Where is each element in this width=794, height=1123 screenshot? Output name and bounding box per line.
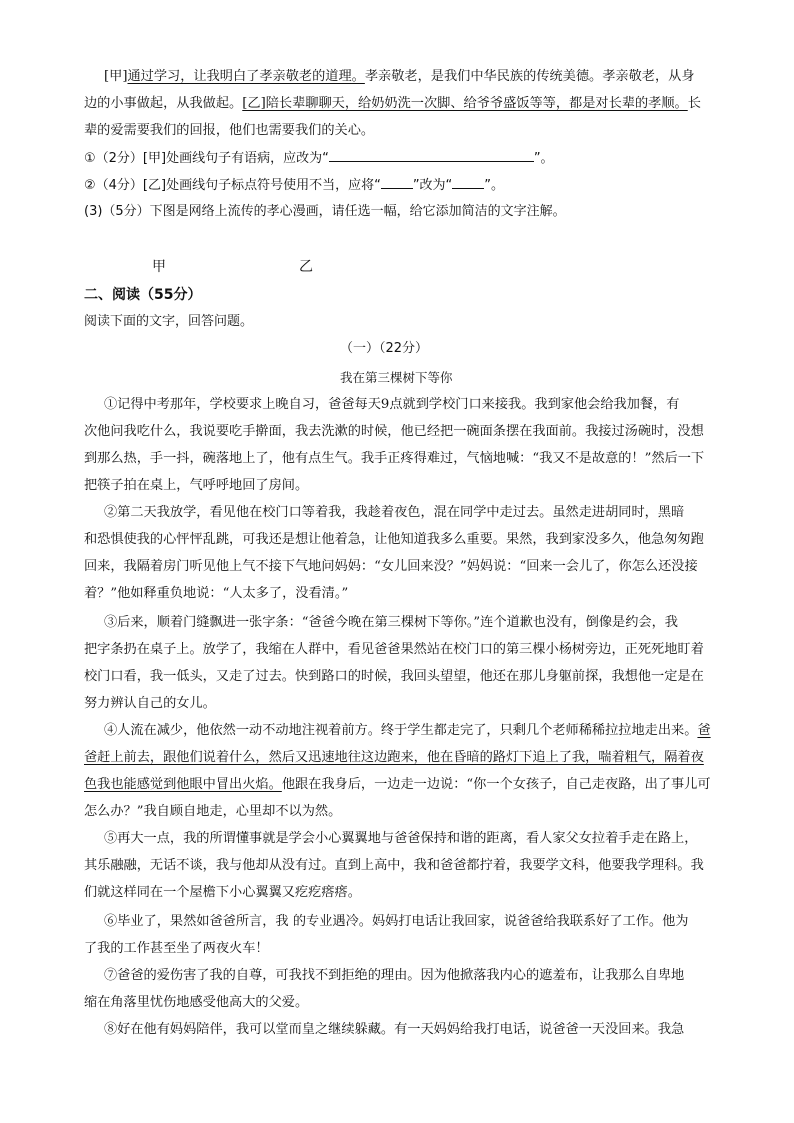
paragraph-line: 到那么热，手一抖，碗落地上了，他有点生气。我手正疼得难过，气恼地喊：“我又不是故意的！”然后一下	[84, 451, 705, 466]
yi-underlined-sentence: [乙]陪长辈聊聊天，给奶奶洗一次脚、给爷爷盛饭等等，都是对长辈的孝顺。	[242, 96, 688, 111]
underlined-sentence: 色我也能感觉到他眼中冒出火焰。	[84, 777, 282, 792]
paragraph-line: ⑦爸爸的爱伤害了我的自尊，可我找不到拒绝的理由。因为他掀落我内心的遮羞布，让我那么自卑地	[104, 968, 685, 983]
story-title: 我在第三棵树下等你	[340, 370, 453, 385]
question-3: (3)（5分）下图是网络上流传的孝心漫画，请任选一幅，给它添加简洁的文字注解。	[84, 204, 566, 219]
underlined-sentence: 爸赶上前去，跟他们说着什么，然后又迅速地往这边跑来，他在昏暗的路灯下追上了我，喘着粗气，隔着夜	[84, 750, 704, 765]
intro-line-1	[104, 68, 695, 86]
paragraph-line: ⑧好在他有妈妈陪伴，我可以堂而皇之继续躲藏。有一天妈妈给我打电话，说爸爸一天没回来。我急	[104, 1022, 685, 1037]
comic-label-jia: 甲	[152, 259, 166, 275]
intro-text: 边的小事做起，从我做起。	[84, 96, 243, 111]
part-heading: （一）（22分）	[340, 341, 429, 356]
jia-marker: [甲]	[104, 69, 128, 84]
intro-line-3: 辈的爱需要我们的回报，他们也需要我们的关心。	[84, 123, 375, 138]
paragraph-line: ②第二天我放学，看见他在校门口等着我，我趁着夜色，混在同学中走过去。虽然走进胡同时，黑暗	[104, 505, 685, 520]
paragraph-line: 把筷子拍在桌上，气呼呼地回了房间。	[84, 478, 309, 493]
question-2: ②（4分）[乙]处画线句子标点符号使用不当，应将“ ”改为“ ”。	[84, 178, 505, 193]
paragraph-line: 和恐惧使我的心怦怦乱跳，可我还是想让他着急，让他知道我多么重要。果然，我到家没多久，他急匆匆跑	[84, 532, 704, 547]
section-instruction: 阅读下面的文字，回答问题。	[84, 314, 254, 329]
paragraph-line: 校门口看，我一低头，又走了过去。快到路口的时候，我回头望望，他还在那儿身躯前探，我想他一定是在	[84, 669, 704, 684]
paragraph-line: 回来，我隔着房门听见他上气不接下气地问妈妈：“女儿回来没？”妈妈说：“回来一会儿了，你怎么还没接	[84, 559, 698, 574]
intro-text: 长	[687, 96, 701, 111]
answer-blank[interactable]	[452, 176, 484, 189]
intro-line-2	[84, 95, 701, 113]
paragraph-line: ④人流在减少，他依然一动不动地注视着前方。终于学生都走完了，只剩几个老师稀稀拉拉地走出来。爸	[104, 723, 711, 738]
paragraph-line: 缩在角落里忧伤地感受他高大的父爱。	[84, 995, 309, 1010]
underlined-sentence: 爸	[697, 723, 711, 738]
paragraph-line: ⑤再大一点，我的所谓懂事就是学会小心翼翼地与爸爸保持和谐的距离，看人家父女拉着手走在路上，	[104, 831, 698, 846]
paragraph-line: 色我也能感觉到他眼中冒出火焰。他跟在我身后，一边走一边说：“你一个女孩子，自己走夜路，出了事儿可	[84, 777, 711, 792]
paragraph-line: 怎么办？”我自顾自地走，心里却不以为然。	[84, 804, 342, 819]
paragraph-line: 其乐融融，无话不谈，我与他却从没有过。直到上高中，我和爸爸都拧着，我要学文科，他要我学理科。我	[84, 858, 704, 873]
question-1: ①（2分）[甲]处画线句子有语病，应改为“ ”。	[84, 151, 554, 166]
section-title: 二、阅读（55分）	[84, 287, 202, 303]
paragraph-line: ①记得中考那年，学校要求上晚自习，爸爸每天9点就到学校门口来接我。我到家他会给我加餐，有	[104, 397, 680, 412]
paragraph-line: 着？”他如释重负地说：“人太多了，没看清。”	[84, 586, 349, 601]
paragraph-line: 把字条扔在桌子上。放学了，我缩在人群中，看见爸爸果然站在校门口的第三棵小杨树旁边，正死死地盯着	[84, 642, 704, 657]
paragraph-line: 次他问我吃什么，我说要吃手擀面，我去洗漱的时候，他已经把一碗面条摆在我面前。我接过汤碗时，没想	[84, 424, 704, 439]
jia-underlined-sentence: 通过学习，让我明白了孝亲敬老的道理。	[127, 69, 365, 84]
paragraph-line: ③后来，顺着门缝飘进一张字条：“爸爸今晚在第三棵树下等你。”连个道歉也没有，倒像是约会，我	[104, 615, 678, 630]
paragraph-line: 努力辨认自己的女儿。	[84, 696, 216, 711]
paragraph-line: 了我的工作甚至坐了两夜火车！	[84, 941, 269, 956]
intro-text: 孝亲敬老，是我们中华民族的传统美德。孝亲敬老，从身	[364, 69, 695, 84]
paragraph-line: ⑥毕业了，果然如爸爸所言，我 的专业遇冷。妈妈打电话让我回家，说爸爸给我联系好了工作。他为	[104, 914, 689, 929]
answer-blank[interactable]	[381, 176, 413, 189]
comic-label-yi: 乙	[299, 259, 313, 275]
paragraph-line: 们就这样同在一个屋檐下小心翼翼又疙疙瘩瘩。	[84, 885, 361, 900]
answer-blank[interactable]	[329, 149, 534, 162]
